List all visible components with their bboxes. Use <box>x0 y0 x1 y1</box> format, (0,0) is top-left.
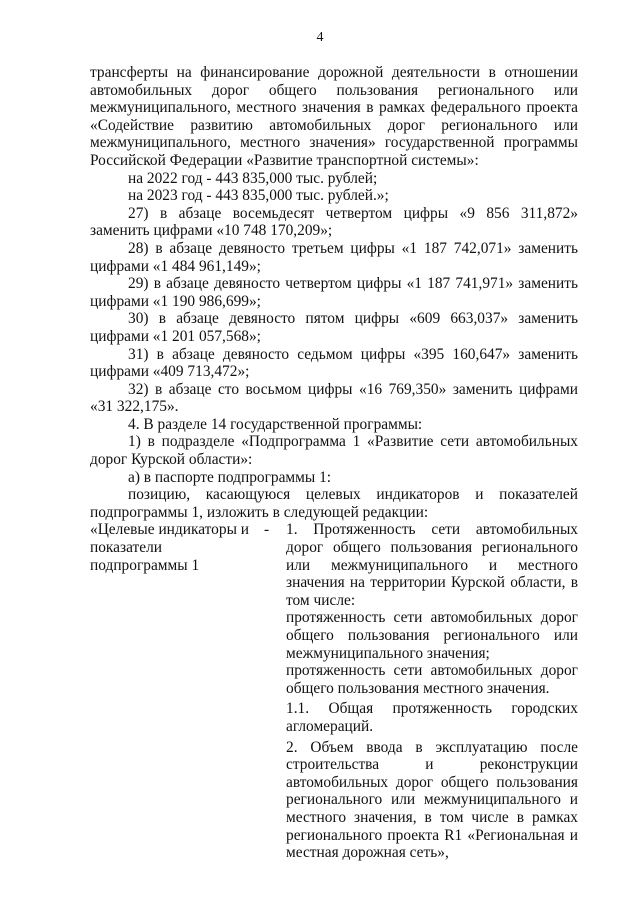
paragraph-item-30: 30) в абзаце девяносто пятом цифры «609 663,037» заменить цифрами «1 201 057,568»; <box>90 310 578 345</box>
paragraph-item-28: 28) в абзаце девяносто третьем цифры «1 187 742,071» заменить цифрами «1 484 961,149»; <box>90 239 578 275</box>
paragraph-item-32: 32) в абзаце сто восьмом цифры «16 769,350» заменить цифрами «31 322,175». <box>90 380 578 416</box>
paragraph-item-29: 29) в абзаце девяносто четвертом цифры «1 187 741,971» заменить цифрами «1 190 986,699»; <box>90 275 578 310</box>
paragraph-2023: на 2023 год - 443 835,000 тыс. рублей.»; <box>128 187 389 205</box>
indicator-2: 2. Объем ввода в эксплуатацию после строительства и реконструкции автомобильных дорог общего пользования регионального или межмуниципального и местного значения, в том числе в рамках регионального проекта R1 «Региональная и местная дорожная сеть», <box>286 738 578 862</box>
document-body <box>90 64 578 862</box>
paragraph-item-31: 31) в абзаце девяносто седьмом цифры «395 160,647» заменить цифрами «409 713,472»; <box>90 345 578 381</box>
paragraph-passport: а) в паспорте подпрограммы 1: <box>128 468 332 486</box>
indicators-table <box>90 521 578 861</box>
paragraph-section-14: 4. В разделе 14 государственной программы: <box>128 415 423 433</box>
indicator-1-local: протяженность сети автомобильных дорог общего пользования местного значения. <box>286 662 578 697</box>
indicator-1-regional: протяженность сети автомобильных дорог общего пользования регионального или межмуниципального значения; <box>286 609 578 662</box>
page-number: 4 <box>316 30 324 45</box>
paragraph-transfers: трансферты на финансирование дорожной деятельности в отношении автомобильных дорог общего пользования регионального или межмуниципального, местного значения в рамках федерального проекта «Содействие развитию автомобильных дорог регионального или межмуниципального, местного значения» государственной программы Российской Федерации «Развитие транспортной системы»: <box>90 64 578 169</box>
indicators-values-cell <box>286 521 578 861</box>
paragraph-subsection-1: 1) в подразделе «Подпрограмма 1 «Развитие сети автомобильных дорог Курской области»: <box>90 433 578 469</box>
table-dash: - <box>264 521 270 539</box>
paragraph-position: позицию, касающуюся целевых индикаторов и показателей подпрограммы 1, изложить в следующей редакции: <box>90 486 578 521</box>
indicator-1: 1. Протяженность сети автомобильных дорог общего пользования регионального или межмуниципального и местного значения на территории Курской области, в том числе: <box>286 521 578 609</box>
indicators-label-cell <box>90 521 286 861</box>
indicators-label: «Целевые индикаторы и показатели подпрограммы 1 <box>90 521 249 574</box>
paragraph-item-27: 27) в абзаце восемьдесят четвертом цифры «9 856 311,872» заменить цифрами «10 748 170,209»; <box>90 204 578 240</box>
paragraph-2022: на 2022 год - 443 835,000 тыс. рублей; <box>128 169 378 187</box>
indicator-1-1: 1.1. Общая протяженность городских агломераций. <box>286 700 578 735</box>
